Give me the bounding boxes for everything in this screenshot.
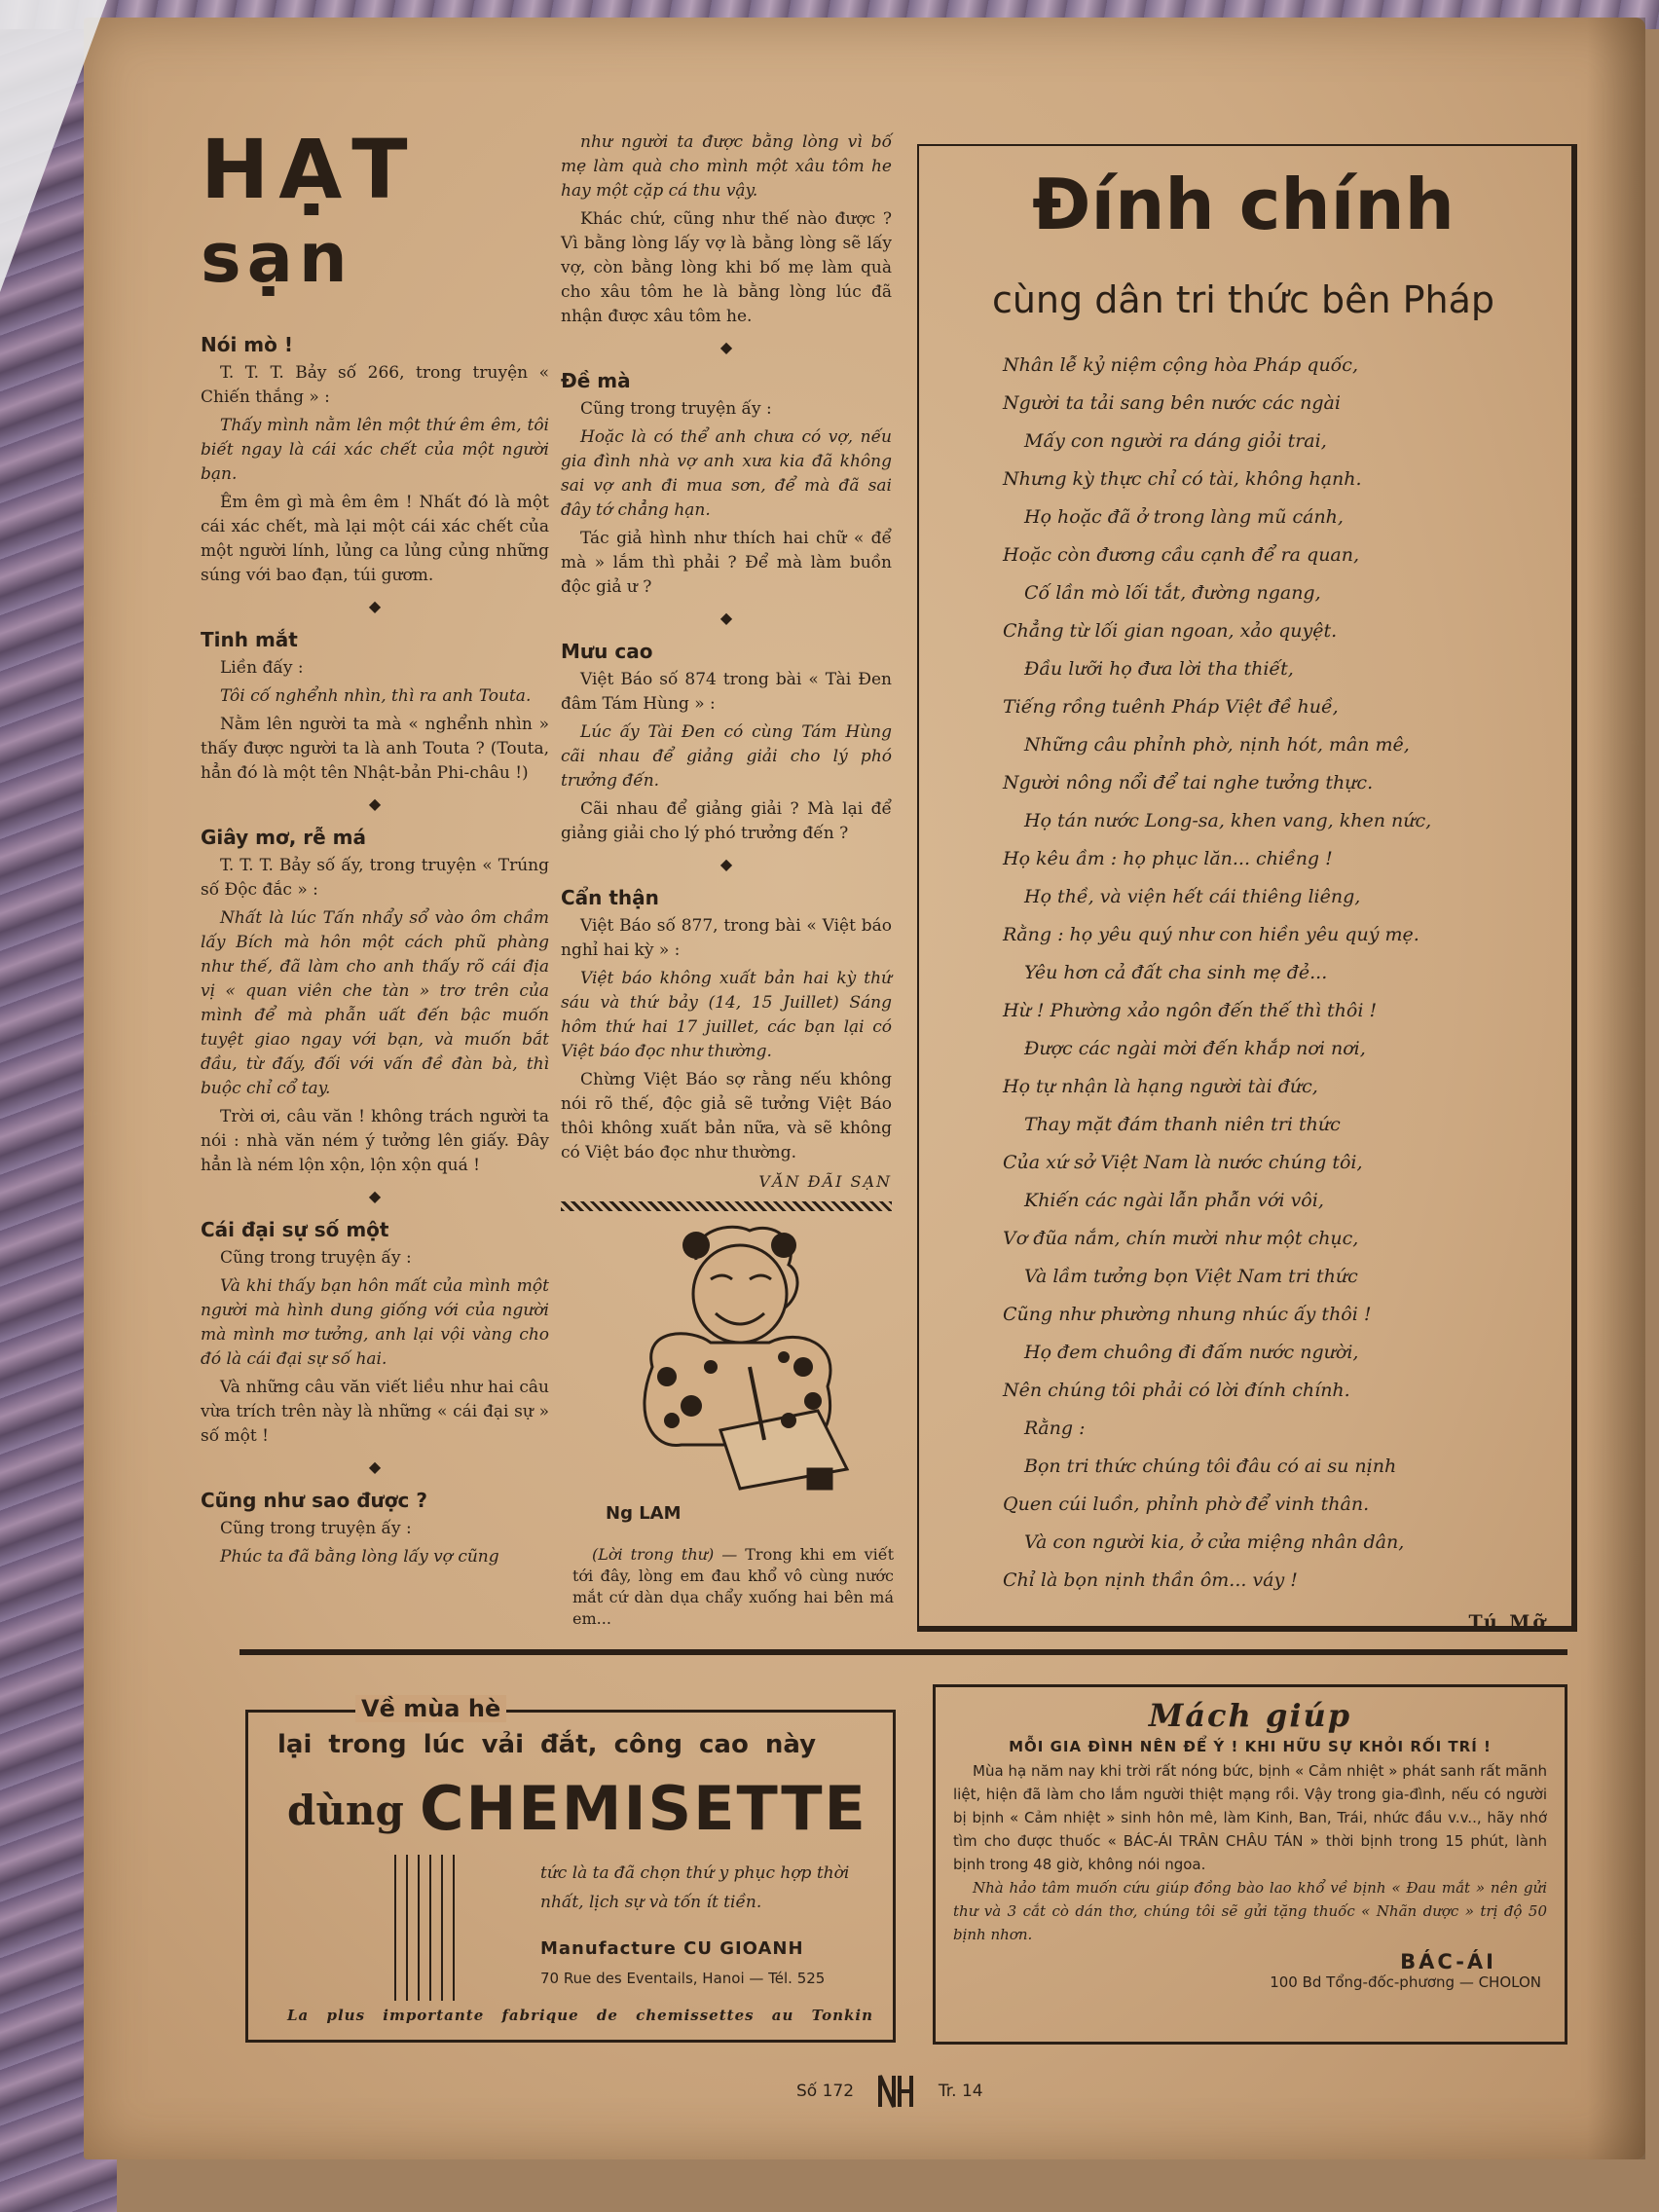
poem-line: Nên chúng tôi phải có lời đính chính. (1003, 1380, 1350, 1401)
section-heading: Giây mơ, rễ má (201, 826, 367, 849)
poem-line: Họ đem chuông đi đấm nước người, (1024, 1342, 1359, 1363)
section-paragraph: Êm êm gì mà êm êm ! Nhất đó là một cái xác chết, mà lại một cái xác chết của một người lính, lủng ca lủng củng những súng với bao đạn, túi gươm. (201, 493, 549, 585)
poem-line: Tiếng rồng tuênh Pháp Việt đề huề, (1003, 696, 1339, 718)
poem-line: Họ hoặc đã ở trong làng mũ cánh, (1024, 506, 1344, 528)
hat-san-title-1: HẠT (201, 122, 418, 217)
wavy-divider (561, 1201, 892, 1211)
section-paragraph: Liền đấy : (220, 658, 304, 678)
poem-line: Người nông nổi để tai nghe tưởng thực. (1003, 772, 1374, 793)
stripe-lines-icon (394, 1855, 459, 2001)
mach-giup-address: 100 Bd Tổng-đốc-phương — CHOLON (1270, 1973, 1541, 1991)
chemisette-slogan: tức là ta đã chọn thứ y phục hợp thời nhất, lịch sự và tốn ít tiền. (540, 1863, 850, 1912)
chemisette-brand: CHEMISETTE (420, 1773, 867, 1844)
section-paragraph: Tôi cố nghểnh nhìn, thì ra anh Touta. (220, 686, 532, 706)
section-separator (240, 1649, 1567, 1655)
poem-line: Người ta tải sang bên nước các ngài (1003, 392, 1341, 414)
caption-text: Trong khi em viết tới đây, lòng em đau khổ vô cùng nước mắt cứ dàn dụa chẩy xuống hai bên má em... (572, 1545, 894, 1628)
light-glare (0, 0, 107, 292)
section-paragraph: Việt Báo số 877, trong bài « Việt báo nghỉ hai kỳ » : (561, 916, 892, 960)
section-paragraph: Trời ơi, câu văn ! không trách người ta nói : nhà văn ném ý tưởng lên giấy. Đây hẳn là ném lộn xộn, lộn xộn quá ! (201, 1107, 549, 1175)
section-paragraph: T. T. T. Bảy số 266, trong truyện « Chiến thắng » : (201, 363, 549, 407)
section-heading: Cái đại sự số một (201, 1218, 389, 1241)
section-paragraph: Nhất là lúc Tấn nhẩy sổ vào ôm chầm lấy Bích mà hôn một cách phũ phàng như thế, đã làm cho anh thấy rõ cái địa vị « quan viên che tàn » trơ trên của mình để mà phẫn uất đến bậc muốn tuyệt giao ngay với bạn, và muốn bắt đầu, từ đấy, đối với vấn đề đàn bà, thì buộc chỉ cổ tay. (201, 908, 549, 1098)
poem-line: Quen cúi luồn, phỉnh phờ để vinh thân. (1003, 1493, 1370, 1515)
chemisette-ad-line2: lại trong lúc vải đắt, công cao này (277, 1730, 817, 1759)
section-paragraph: Hoặc là có thể anh chưa có vợ, nếu gia đình nhà vợ anh xưa kia đã không sai vợ anh đi mua sơn, để mà đã sai đây tớ chẳng hạn. (561, 427, 892, 520)
diamond-separator-icon: ◆ (368, 794, 382, 813)
poem-line: Và con người kia, ở cửa miệng nhân dân, (1024, 1531, 1405, 1553)
diamond-separator-icon: ◆ (719, 608, 733, 627)
mach-giup-brand: BÁC-ÁI (1400, 1950, 1496, 1973)
hat-san-title-2: sạn (201, 218, 353, 298)
section-paragraph: như người ta được bằng lòng vì bố mẹ làm quà cho mình một xâu tôm he hay một cặp cá thu vậy. (561, 132, 892, 201)
section-paragraph: Và những câu văn viết liều như hai câu vừa trích trên này là những « cái đại sự » số một ! (201, 1378, 549, 1446)
hat-san-title (201, 122, 418, 298)
section-paragraph: Cũng trong truyện ấy : (220, 1519, 412, 1538)
section-heading: Mưu cao (561, 640, 653, 663)
illustration-signature: Ng LAM (606, 1503, 682, 1524)
mach-giup-title: Mách giúp (1148, 1697, 1352, 1734)
poem-line: Cũng như phường nhung nhúc ấy thôi ! (1003, 1304, 1372, 1325)
chemisette-footer: La plus importante fabrique de chemissettes au Tonkin (287, 2007, 873, 2024)
mach-giup-ad (933, 1684, 1567, 2045)
chemisette-address: 70 Rue des Eventails, Hanoi — Tél. 525 (540, 1970, 826, 1987)
hat-san-middle-column (561, 130, 892, 1219)
section-paragraph: Phúc ta đã bằng lòng lấy vợ cũng (220, 1547, 499, 1567)
caption-lead: (Lời trong thư) — (592, 1545, 738, 1564)
poem-line: Những câu phỉnh phờ, nịnh hót, mân mê, (1024, 734, 1410, 756)
poem-line: Họ thề, và viện hết cái thiêng liêng, (1024, 886, 1361, 907)
mach-giup-body: Mùa hạ năm nay khi trời rất nóng bức, bịnh « Cảm nhiệt » phát sanh rất mãnh liệt, hiện đã làm cho lắm người thiệt mạng rồi. Vậy trong gia-đình, nếu có người bị bịnh « Cảm nhiệt » sinh hôn mê, làm Kinh, Ban, Trái, nhức đầu v.v.., hãy nhớ tìm cho được thuốc « BÁC-ÁI TRÂN CHÂU TÁN » thời bịnh trong 15 phút, lành bịnh trong 48 giờ, không nói ngoa. (953, 1762, 1547, 1873)
poem-line: Thay mặt đám thanh niên tri thức (1024, 1114, 1341, 1135)
section-paragraph: Cũng trong truyện ấy : (220, 1248, 412, 1268)
poem-line: Và lầm tưởng bọn Việt Nam tri thức (1024, 1266, 1358, 1287)
section-paragraph: Việt Báo số 874 trong bài « Tài Đen đâm Tám Hùng » : (561, 670, 892, 714)
section-paragraph: Nằm lên người ta mà « nghểnh nhìn » thấy được người ta là anh Touta ? (Touta, hẳn đó là một tên Nhật-bản Phi-châu !) (201, 715, 549, 783)
page-fold-shadow (1587, 18, 1645, 2159)
section-paragraph: Tác giả hình như thích hai chữ « để mà » lắm thì phải ? Để mà làm buồn độc giả ư ? (561, 529, 892, 597)
poem-line: Họ tán nước Long-sa, khen vang, khen nức, (1024, 810, 1432, 831)
section-heading: Nói mò ! (201, 333, 293, 356)
poem-author: Tú Mỡ (1468, 1611, 1548, 1633)
dinh-chinh-subtitle: cùng dân tri thức bên Pháp (991, 278, 1495, 321)
hat-san-left-column (201, 323, 549, 1573)
section-paragraph: Chừng Việt Báo sợ rằng nếu không nói rõ thế, độc giả sẽ tưởng Việt Báo thôi không xuất bản nữa, và sẽ không có Việt báo đọc như thường. (561, 1070, 892, 1162)
section-heading: Tinh mắt (201, 628, 298, 651)
section-paragraph: Lúc ấy Tài Đen có cùng Tám Hùng cãi nhau để giảng giải cho lý phó trưởng đến. (561, 722, 892, 791)
issue-number: Số 172 (796, 2082, 855, 2101)
dinh-chinh-poem (1003, 347, 1548, 1641)
mach-giup-headline: MỖI GIA ĐÌNH NÊN ĐỂ Ý ! KHI HỮU SỰ KHỎI RỐI TRÍ ! (1009, 1738, 1492, 1755)
page-footer (796, 2072, 983, 2111)
section-paragraph: Khác chứ, cũng như thế nào được ? Vì bằng lòng lấy vợ là bằng lòng sẽ lấy vợ, còn bằng lòng khi bố mẹ làm quà cho xâu tôm he là bằng lòng lúc đã nhận được xâu tôm he. (561, 209, 892, 326)
section-paragraph: Việt báo không xuất bản hai kỳ thứ sáu và thứ bảy (14, 15 Juillet) Sáng hôm thứ hai 17 juillet, các bạn lại có Việt báo đọc như thường. (561, 969, 892, 1061)
section-heading: Cẩn thận (561, 886, 659, 909)
poem-line: Của xứ sở Việt Nam là nước chúng tôi, (1003, 1152, 1363, 1173)
section-paragraph: Và khi thấy bạn hôn mất của mình một người mà hình dung giống với của người mà mình mơ tưởng, anh lại vội vàng cho đó là cái đại sự số hai. (201, 1276, 549, 1369)
poem-line: Chẳng từ lối gian ngoan, xảo quyệt. (1003, 620, 1338, 642)
poem-line: Nhưng kỳ thực chỉ có tài, không hạnh. (1003, 468, 1362, 490)
diamond-separator-icon: ◆ (719, 338, 733, 356)
mach-giup-body2: Nhà hảo tâm muốn cứu giúp đồng bào lao khổ về bịnh « Đau mắt » nên gửi thư và 3 cắt cò dán thơ, chúng tôi sẽ gửi tặng thuốc « Nhãn dược » trị độ 50 bịnh nhơn. (953, 1879, 1547, 1943)
section-heading: Cũng như sao được ? (201, 1489, 427, 1512)
chemisette-manufacture: Manufacture CU GIOANH (540, 1938, 804, 1959)
poem-line: Nhân lễ kỷ niệm cộng hòa Pháp quốc, (1003, 354, 1358, 376)
poem-line: Yêu hơn cả đất cha sinh mẹ đẻ... (1024, 962, 1328, 983)
poem-line: Bọn tri thức chúng tôi đâu có ai su nịnh (1024, 1456, 1397, 1477)
newspaper-logo-icon (874, 2072, 917, 2111)
illustration-svg (604, 1221, 866, 1532)
page-number: Tr. 14 (938, 2082, 983, 2101)
poem-line: Vơ đũa nắm, chín mười như một chục, (1003, 1228, 1359, 1249)
poem-line: Rằng : (1024, 1418, 1086, 1439)
poem-line: Được các ngài mời đến khắp nơi nơi, (1024, 1038, 1366, 1059)
illustration-writing-woman (604, 1221, 866, 1532)
diamond-separator-icon: ◆ (368, 1457, 382, 1476)
hat-san-signature: VĂN ĐÃI SẠN (758, 1172, 892, 1191)
poem-line: Họ tự nhận là hạng người tài đức, (1003, 1076, 1318, 1097)
diamond-separator-icon: ◆ (368, 1187, 382, 1205)
poem-line: Khiến các ngài lẫn phẫn với vôi, (1024, 1190, 1324, 1211)
poem-line: Đầu lưỡi họ đưa lời tha thiết, (1024, 658, 1294, 680)
section-paragraph: Cũng trong truyện ấy : (580, 399, 772, 419)
poem-line: Hừ ! Phường xảo ngôn đến thế thì thôi ! (1003, 1000, 1378, 1021)
diamond-separator-icon: ◆ (719, 855, 733, 873)
poem-line: Chỉ là bọn nịnh thần ôm... váy ! (1003, 1569, 1298, 1591)
poem-line: Họ kêu ầm : họ phục lăn... chiềng ! (1003, 848, 1333, 869)
section-paragraph: Cãi nhau để giảng giải ? Mà lại để giảng giải cho lý phó trưởng đến ? (561, 799, 892, 843)
diamond-separator-icon: ◆ (368, 597, 382, 615)
chemisette-ad-line1: Về mùa hè (355, 1695, 506, 1722)
chemisette-ad (245, 1695, 896, 2043)
dinh-chinh-title: Đính chính (1032, 164, 1455, 245)
chemisette-ad-dung: dùng (287, 1787, 404, 1834)
section-paragraph: Thấy mình nằm lên một thứ êm êm, tôi biết ngay là cái xác chết của một người bạn. (201, 416, 549, 484)
poem-line: Hoặc còn đương cầu cạnh để ra quan, (1003, 544, 1360, 566)
section-heading: Đề mà (561, 369, 631, 392)
poem-line: Rằng : họ yêu quý như con hiền yêu quý mẹ. (1003, 924, 1419, 945)
poem-line: Mấy con người ra dáng giỏi trai, (1024, 430, 1327, 452)
poem-line: Cố lần mò lối tắt, đường ngang, (1024, 582, 1321, 604)
section-paragraph: T. T. T. Bảy số ấy, trong truyện « Trúng số Độc đắc » : (201, 856, 549, 900)
illustration-caption (572, 1544, 894, 1634)
